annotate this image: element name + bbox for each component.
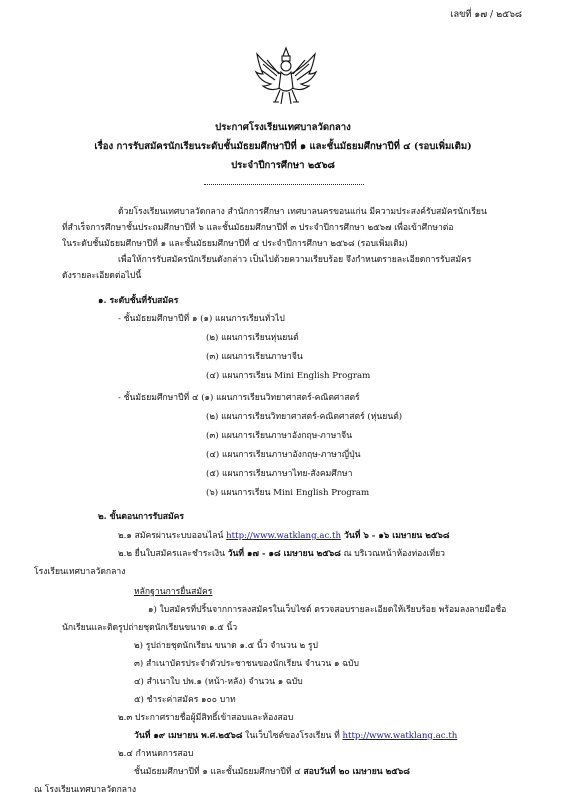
m4-plan-1: - ชั้นมัธยมศึกษาปีที่ ๔ (๑) แผนการเรียนวิทยาศาสตร์-คณิตศาสตร์ — [118, 393, 360, 403]
m1-plan-2: (๒) แผนการเรียนหุ่นยนต์ — [206, 333, 299, 343]
m4-plan-2: (๒) แผนการเรียนวิทยาศาสตร์-คณิตศาสตร์ (หุ่นยนต์) — [206, 412, 403, 422]
evidence-2: ๒) รูปถ่ายชุดนักเรียน ขนาด ๑.๕ นิ้ว จำนวน ๒ รูป — [134, 641, 318, 651]
announcement-title: ประกาศโรงเรียนเทศบาลวัดกลาง — [215, 122, 351, 133]
academic-year: ประจำปีการศึกษา ๒๕๖๘ — [231, 160, 335, 171]
step-2-2-date: วันที่ ๑๗ - ๑๘ เมษายน ๒๕๖๘ — [227, 549, 341, 559]
evidence-1-cont: นักเรียนและติดรูปถ่ายชุดนักเรียนขนาด ๑.๕ นิ้ว — [62, 623, 238, 633]
step-2-3: ๒.๓ ประกาศรายชื่อผู้มีสิทธิ์เข้าสอบและห้องสอบ — [118, 713, 294, 723]
intro-line-3: ในระดับชั้นมัธยมศึกษาปีที่ ๑ และชั้นมัธยมศึกษาปีที่ ๔ ประจำปีการศึกษา ๒๕๖๘ (รอบเพิ่มเติม) — [62, 239, 408, 249]
step-2-4-cont: ณ โรงเรียนเทศบาลวัดกลาง — [34, 785, 137, 795]
step-2-2-text: ๒.๒ ยื่นใบสมัครและชำระเงิน — [118, 549, 228, 559]
evidence-4: ๔) สำเนาใบ ปพ.๑ (หน้า-หลัง) จำนวน ๑ ฉบับ — [134, 677, 303, 687]
section2-heading: ๒. ขั้นตอนการรับสมัคร — [98, 512, 185, 522]
intro-line-2: ที่สำเร็จการศึกษาชั้นประถมศึกษาปีที่ ๖ และชั้นมัธยมศึกษาปีที่ ๓ ประจำปีการศึกษา ๒๕๖๗ เพื่อเข้าศึกษาต่อ — [62, 223, 454, 233]
announcement-subject: เรื่อง การรับสมัครนักเรียนระดับชั้นมัธยมศึกษาปีที่ ๑ และชั้นมัธยมศึกษาปีที่ ๔ (รอบเพิ่มเติม) — [94, 141, 472, 152]
evidence-3: ๓) สำเนาบัตรประจำตัวประชาชนของนักเรียน จำนวน ๑ ฉบับ — [134, 659, 359, 669]
m4-plan-4: (๔) แผนการเรียนภาษาอังกฤษ-ภาษาญี่ปุ่น — [206, 450, 361, 460]
evidence-1: ๑) ใบสมัครที่ปริ้นจากการลงสมัครในเว็บไซต์ ตรวจสอบรายละเอียดให้เรียบร้อย พร้อมลงลายมือชื่อ — [148, 605, 507, 615]
step-2-1-date: วันที่ ๖ - ๑๖ เมษายน ๒๕๖๘ — [341, 531, 450, 541]
step-2-4-date: สอบวันที่ ๒๐ เมษายน ๒๕๖๘ — [303, 767, 410, 777]
m1-plan-4: (๔) แผนการเรียน Mini English Program — [206, 371, 371, 381]
step-2-3-rest: ในเว็บไซต์ของโรงเรียน ที่ — [242, 731, 343, 741]
garuda-emblem-icon — [253, 44, 319, 108]
intro-line-4: เพื่อให้การรับสมัครนักเรียนดังกล่าว เป็นไปด้วยความเรียบร้อย จึงกำหนดรายละเอียดการรับสมัคร — [118, 255, 472, 265]
section1-heading: ๑. ระดับชั้นที่รับสมัคร — [98, 296, 179, 306]
step-2-3-detail — [134, 730, 457, 742]
step-2-3-date: วันที่ ๑๙ เมษายน พ.ศ.๒๕๖๘ — [134, 731, 243, 741]
m4-plan-5: (๕) แผนการเรียนภาษาไทย-สังคมศึกษา — [206, 469, 353, 479]
m1-plan-1: - ชั้นมัธยมศึกษาปีที่ ๑ (๑) แผนการเรียนทั่วไป — [118, 314, 285, 324]
divider — [204, 184, 364, 185]
m4-plan-6: (๖) แผนการเรียน Mini English Program — [206, 488, 370, 498]
intro-line-5: ดังรายละเอียดต่อไปนี้ — [62, 271, 142, 281]
m1-plan-3: (๓) แผนการเรียนภาษาจีน — [206, 352, 303, 362]
step-2-1-text: ๒.๑ สมัครผ่านระบบออนไลน์ — [118, 531, 227, 541]
step-2-4: ๒.๔ กำหนดการสอบ — [118, 749, 194, 759]
step-2-4-detail — [134, 766, 410, 778]
results-website-link[interactable]: http://www.watklang.ac.th — [342, 731, 458, 741]
evidence-5: ๕) ชำระค่าสมัคร ๑๐๐ บาท — [134, 695, 236, 705]
step-2-2 — [118, 548, 445, 560]
m4-plan-3: (๓) แผนการเรียนภาษาอังกฤษ-ภาษาจีน — [206, 431, 353, 441]
step-2-2-rest: ณ บริเวณหน้าห้องท่องเที่ยว — [340, 549, 445, 559]
step-2-1 — [118, 530, 450, 542]
intro-line-1: ด้วยโรงเรียนเทศบาลวัดกลาง สำนักการศึกษา เทศบาลนครขอนแก่น มีความประสงค์รับสมัครนักเรียน — [118, 207, 487, 217]
document-number: เลขที่ ๑๗ / ๒๕๖๘ — [450, 9, 522, 20]
step-2-2-cont: โรงเรียนเทศบาลวัดกลาง — [34, 567, 126, 577]
evidence-heading: หลักฐานการยื่นสมัคร — [134, 587, 213, 597]
step-2-4-line: ชั้นมัธยมศึกษาปีที่ ๑ และชั้นมัธยมศึกษาปีที่ ๔ — [134, 767, 304, 777]
school-website-link[interactable]: http://www.watklang.ac.th — [226, 531, 341, 541]
